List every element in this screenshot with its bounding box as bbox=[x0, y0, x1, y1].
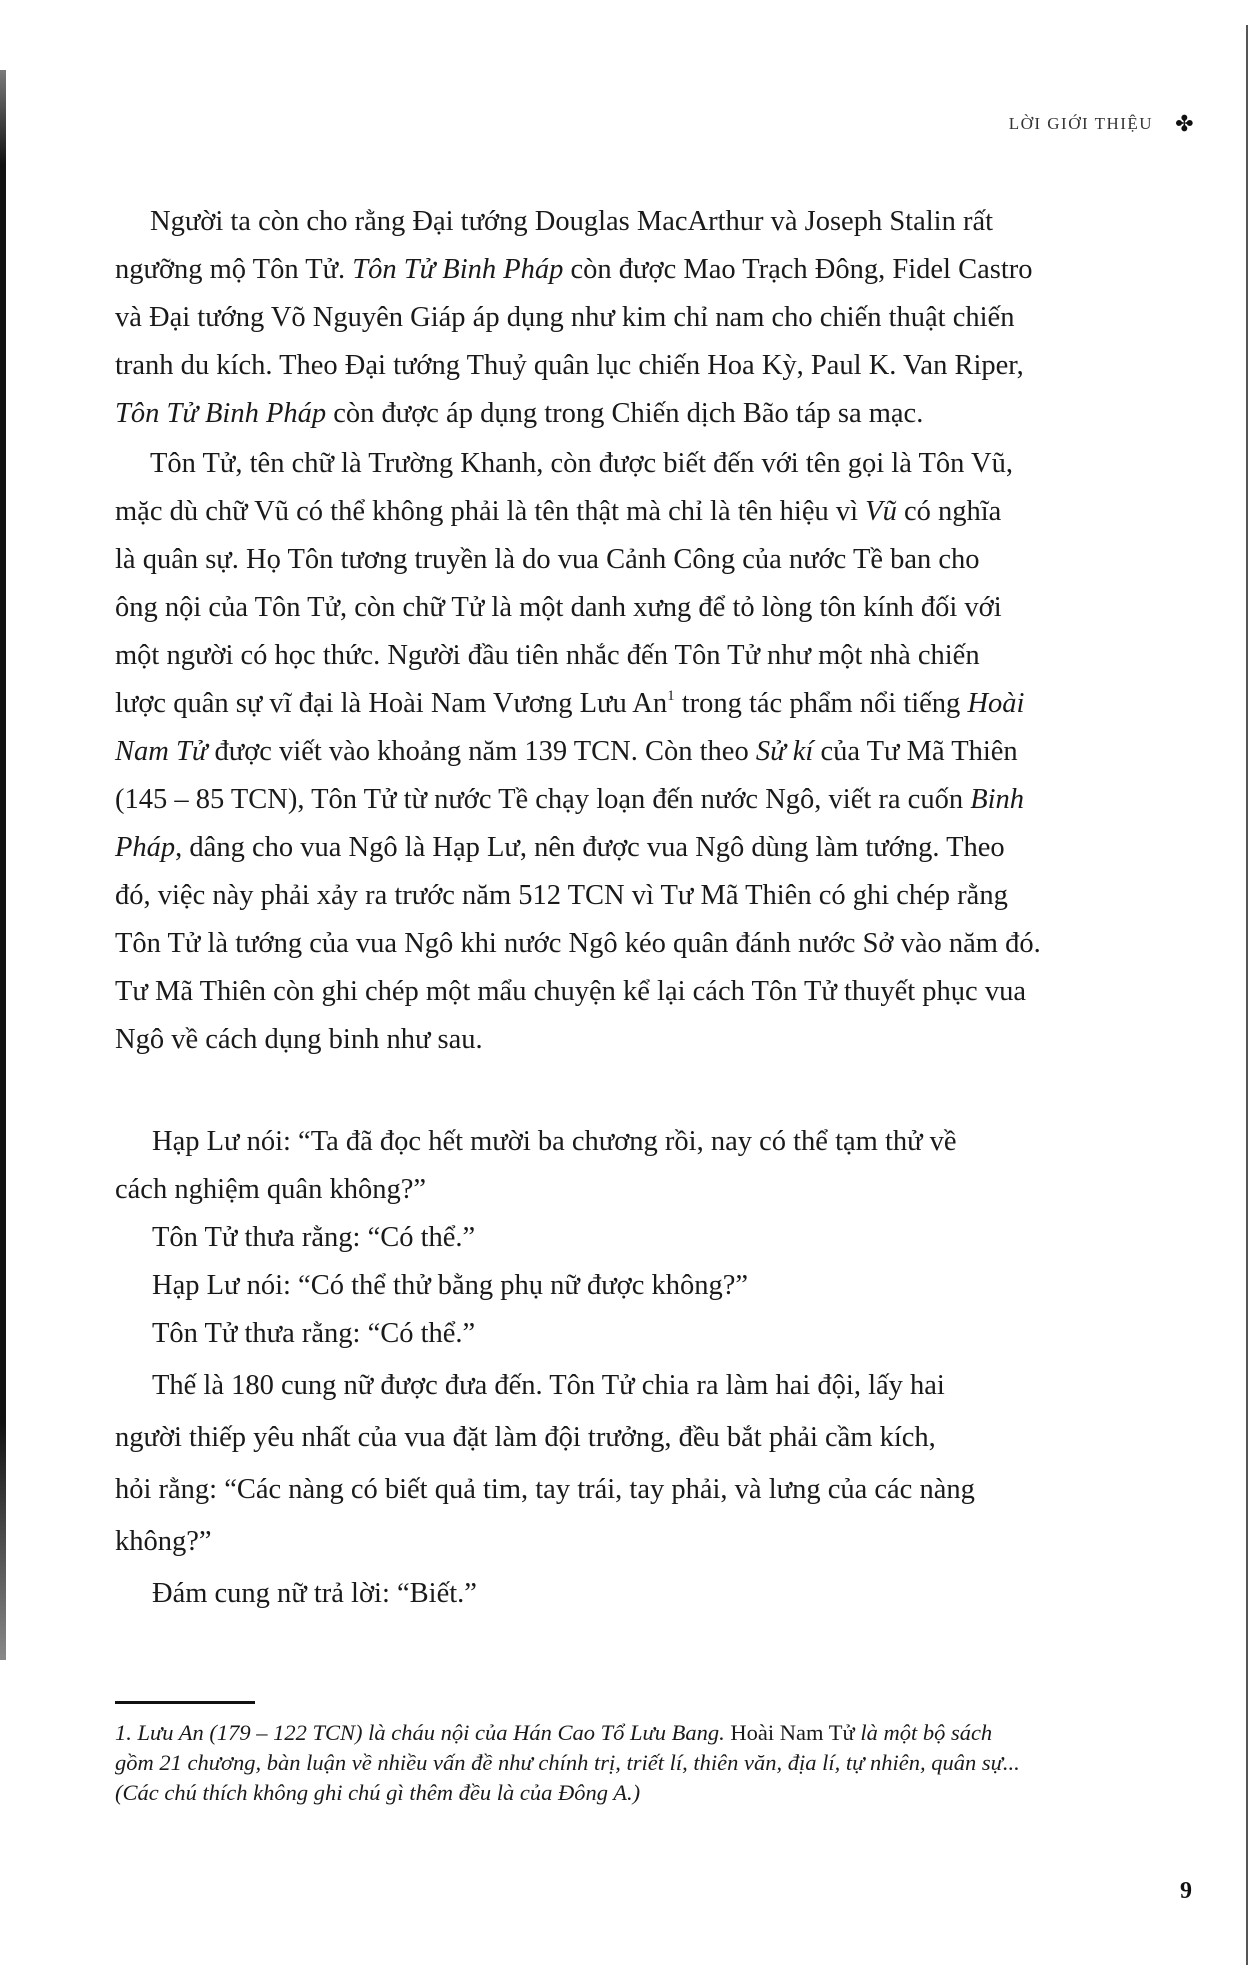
text-run: Ngô về cách dụng binh như sau. bbox=[115, 1024, 483, 1055]
upright-title: Hoài Nam Tử bbox=[730, 1720, 855, 1745]
italic-title: Sử kí bbox=[755, 736, 814, 767]
text-run: Người ta còn cho rằng Đại tướng Douglas MacArthur và Joseph Stalin rất bbox=[150, 206, 994, 237]
dialogue-line bbox=[115, 1518, 212, 1566]
body-line bbox=[150, 440, 1013, 488]
body-line bbox=[115, 968, 1026, 1016]
body-line bbox=[115, 246, 1032, 294]
text-run: là quân sự. Họ Tôn tương truyền là do vua Cảnh Công của nước Tề ban cho bbox=[115, 544, 980, 575]
italic-title: Tôn Tử Binh Pháp bbox=[352, 254, 564, 285]
body-line bbox=[115, 776, 1024, 824]
dialogue-line bbox=[152, 1362, 945, 1410]
italic-title: Pháp bbox=[115, 832, 176, 863]
running-header bbox=[1009, 113, 1195, 135]
body-line bbox=[115, 536, 980, 584]
dialogue-line bbox=[115, 1166, 426, 1214]
body-line bbox=[115, 294, 1014, 342]
dialogue-line bbox=[115, 1466, 975, 1514]
book-spine-shadow bbox=[0, 70, 6, 1660]
footnote-line bbox=[115, 1778, 640, 1808]
text-run: (145 – 85 TCN), Tôn Tử từ nước Tề chạy loạn đến nước Ngô, viết ra cuốn bbox=[115, 784, 971, 815]
running-title: LỜI GIỚI THIỆU bbox=[1008, 114, 1154, 133]
dialogue-line bbox=[152, 1214, 475, 1262]
text-run: được viết vào khoảng năm 139 TCN. Còn theo bbox=[207, 736, 756, 767]
footnote-line bbox=[115, 1718, 992, 1748]
footnote-line bbox=[115, 1748, 1020, 1778]
text-run: của Tư Mã Thiên bbox=[813, 736, 1018, 767]
text-run: Tôn Tử thưa rằng: “Có thể.” bbox=[152, 1222, 476, 1253]
text-run: (Các chú thích không ghi chú gì thêm đều là của Đông A.) bbox=[115, 1780, 641, 1805]
body-line bbox=[115, 728, 1018, 776]
text-run: , dâng cho vua Ngô là Hạp Lư, nên được vua Ngô dùng làm tướng. Theo bbox=[175, 832, 1005, 863]
text-run: người thiếp yêu nhất của vua đặt làm đội trưởng, đều bắt phải cầm kích, bbox=[115, 1422, 936, 1453]
text-run: 1. Lưu An (179 – 122 TCN) là cháu nội của Hán Cao Tổ Lưu Bang. bbox=[115, 1720, 731, 1745]
dialogue-line bbox=[152, 1262, 748, 1310]
footnote-marker: 1 bbox=[667, 688, 675, 704]
text-run: Tôn Tử thưa rằng: “Có thể.” bbox=[152, 1318, 476, 1349]
body-line bbox=[115, 632, 980, 680]
text-run: ngưỡng mộ Tôn Tử. bbox=[115, 254, 353, 285]
text-run: gồm 21 chương, bàn luận về nhiều vấn đề như chính trị, triết lí, thiên văn, địa lí, tự nhiên, quân sự... bbox=[115, 1750, 1020, 1775]
dialogue-line bbox=[152, 1570, 477, 1618]
body-line bbox=[115, 390, 923, 438]
text-run: Thế là 180 cung nữ được đưa đến. Tôn Tử chia ra làm hai đội, lấy hai bbox=[152, 1370, 945, 1401]
text-run: Đám cung nữ trả lời: “Biết.” bbox=[152, 1578, 477, 1609]
text-run: có nghĩa bbox=[896, 496, 1002, 527]
text-run: lược quân sự vĩ đại là Hoài Nam Vương Lưu An bbox=[115, 688, 668, 719]
italic-title: Vũ bbox=[865, 496, 897, 527]
page-number: 9 bbox=[1180, 1878, 1192, 1904]
text-run: cách nghiệm quân không?” bbox=[115, 1174, 427, 1205]
body-line bbox=[115, 824, 1005, 872]
text-run: Tôn Tử, tên chữ là Trường Khanh, còn được biết đến với tên gọi là Tôn Vũ, bbox=[150, 448, 1013, 479]
text-run: một người có học thức. Người đầu tiên nhắc đến Tôn Tử như một nhà chiến bbox=[115, 640, 980, 671]
body-line bbox=[115, 1016, 483, 1064]
body-line bbox=[150, 198, 993, 246]
dialogue-line bbox=[152, 1118, 957, 1166]
italic-title: Binh bbox=[970, 784, 1025, 815]
text-run: còn được áp dụng trong Chiến dịch Bão táp sa mạc. bbox=[326, 398, 924, 429]
text-run: không?” bbox=[115, 1526, 212, 1557]
text-run: ông nội của Tôn Tử, còn chữ Tử là một danh xưng để tỏ lòng tôn kính đối với bbox=[115, 592, 1002, 623]
body-line bbox=[115, 342, 1024, 390]
text-run: Hạp Lư nói: “Có thể thử bằng phụ nữ được không?” bbox=[152, 1270, 749, 1301]
text-run: tranh du kích. Theo Đại tướng Thuỷ quân lục chiến Hoa Kỳ, Paul K. Van Riper, bbox=[115, 350, 1024, 381]
text-run: và Đại tướng Võ Nguyên Giáp áp dụng như kim chỉ nam cho chiến thuật chiến bbox=[115, 302, 1015, 333]
italic-title: Nam Tử bbox=[115, 736, 208, 767]
italic-title: Hoài bbox=[967, 688, 1025, 719]
text-run: hỏi rằng: “Các nàng có biết quả tim, tay trái, tay phải, và lưng của các nàng bbox=[115, 1474, 975, 1505]
text-run: Tôn Tử là tướng của vua Ngô khi nước Ngô kéo quân đánh nước Sở vào năm đó. bbox=[115, 928, 1041, 959]
italic-title: Tôn Tử Binh Pháp bbox=[115, 398, 327, 429]
text-run: còn được Mao Trạch Đông, Fidel Castro bbox=[563, 254, 1033, 285]
dialogue-line bbox=[115, 1414, 936, 1462]
text-run: Hạp Lư nói: “Ta đã đọc hết mười ba chương rồi, nay có thể tạm thử về bbox=[152, 1126, 957, 1157]
body-line bbox=[115, 488, 1001, 536]
text-run: mặc dù chữ Vũ có thể không phải là tên thật mà chỉ là tên hiệu vì bbox=[115, 496, 866, 527]
body-line bbox=[115, 872, 1008, 920]
text-run: đó, việc này phải xảy ra trước năm 512 TCN vì Tư Mã Thiên có ghi chép rằng bbox=[115, 880, 1008, 911]
dialogue-line bbox=[152, 1310, 475, 1358]
body-line bbox=[115, 584, 1002, 632]
body-line bbox=[115, 680, 1024, 728]
body-line bbox=[115, 920, 1041, 968]
text-run: Tư Mã Thiên còn ghi chép một mẩu chuyện kể lại cách Tôn Tử thuyết phục vua bbox=[115, 976, 1026, 1007]
fleuron-ornament-icon: ✤ bbox=[1175, 111, 1195, 136]
footnote-separator bbox=[115, 1701, 255, 1704]
text-run: trong tác phẩm nổi tiếng bbox=[674, 688, 968, 719]
text-run: là một bộ sách bbox=[854, 1720, 993, 1745]
